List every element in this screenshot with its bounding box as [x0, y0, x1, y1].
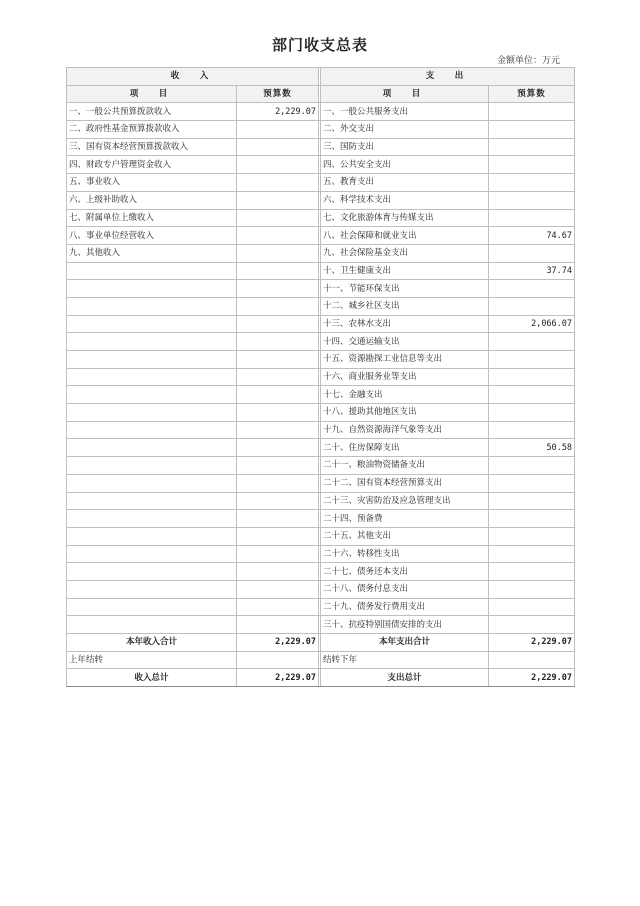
year-expense-value: 2,229.07	[489, 634, 575, 652]
income-amount-header: 预算数	[237, 85, 319, 103]
table-row	[67, 404, 575, 422]
income-item-cell	[67, 280, 237, 298]
expense-amount-cell	[489, 351, 575, 369]
income-header: 收 入	[67, 68, 319, 86]
expense-item-cell: 十七、金融支出	[321, 386, 489, 404]
income-amount-cell	[237, 492, 319, 510]
expense-amount-cell	[489, 191, 575, 209]
income-item-cell	[67, 404, 237, 422]
expense-item-cell: 二十、住房保障支出	[321, 439, 489, 457]
table-row	[67, 368, 575, 386]
carry-row	[67, 651, 575, 669]
table-row	[67, 138, 575, 156]
expense-item-cell: 三十、抗疫特别国债安排的支出	[321, 616, 489, 634]
expense-item-cell: 七、文化旅游体育与传媒支出	[321, 209, 489, 227]
income-item-cell	[67, 315, 237, 333]
table-row	[67, 527, 575, 545]
income-amount-cell	[237, 527, 319, 545]
column-header-row	[67, 85, 575, 103]
expense-amount-cell	[489, 368, 575, 386]
income-amount-cell	[237, 244, 319, 262]
expense-amount-cell	[489, 510, 575, 528]
expense-amount-cell	[489, 421, 575, 439]
expense-item-cell: 五、教育支出	[321, 174, 489, 192]
expense-total-label: 支出总计	[321, 669, 489, 687]
income-amount-cell	[237, 209, 319, 227]
income-item-cell: 九、其他收入	[67, 244, 237, 262]
table-row	[67, 262, 575, 280]
expense-item-cell: 十五、资源勘探工业信息等支出	[321, 351, 489, 369]
income-item-cell	[67, 527, 237, 545]
expense-item-cell: 六、科学技术支出	[321, 191, 489, 209]
year-income-value: 2,229.07	[237, 634, 319, 652]
expense-amount-cell: 2,066.07	[489, 315, 575, 333]
table-row	[67, 439, 575, 457]
year-income-label: 本年收入合计	[67, 634, 237, 652]
carry-out-label: 结转下年	[321, 651, 489, 669]
income-item-cell	[67, 457, 237, 475]
income-item-cell: 三、国有资本经营预算拨款收入	[67, 138, 237, 156]
expense-item-cell: 二十八、债务付息支出	[321, 580, 489, 598]
income-item-cell	[67, 616, 237, 634]
expense-item-cell: 八、社会保障和就业支出	[321, 227, 489, 245]
income-item-cell: 四、财政专户管理资金收入	[67, 156, 237, 174]
income-amount-cell	[237, 315, 319, 333]
income-item-cell	[67, 510, 237, 528]
income-amount-cell	[237, 333, 319, 351]
expense-amount-cell	[489, 333, 575, 351]
table-row	[67, 174, 575, 192]
table-row	[67, 457, 575, 475]
expense-total-value: 2,229.07	[489, 669, 575, 687]
expense-amount-cell: 50.58	[489, 439, 575, 457]
table-row	[67, 598, 575, 616]
expense-amount-cell	[489, 156, 575, 174]
income-total-value: 2,229.07	[237, 669, 319, 687]
grand-total-row	[67, 669, 575, 687]
expense-amount-cell	[489, 598, 575, 616]
income-amount-cell	[237, 616, 319, 634]
expense-item-cell: 十八、援助其他地区支出	[321, 404, 489, 422]
expense-item-cell: 二十九、债务发行费用支出	[321, 598, 489, 616]
expense-item-cell: 九、社会保险基金支出	[321, 244, 489, 262]
expense-amount-cell	[489, 138, 575, 156]
expense-item-cell: 十四、交通运输支出	[321, 333, 489, 351]
table-row	[67, 580, 575, 598]
income-amount-cell	[237, 545, 319, 563]
carry-in-label: 上年结转	[67, 651, 237, 669]
income-item-cell: 七、附属单位上缴收入	[67, 209, 237, 227]
carry-in-value	[237, 651, 319, 669]
expense-item-cell: 十一、节能环保支出	[321, 280, 489, 298]
expense-amount-cell	[489, 474, 575, 492]
income-amount-cell	[237, 563, 319, 581]
expense-item-cell: 二十七、债务还本支出	[321, 563, 489, 581]
expense-item-header: 项 目	[321, 85, 489, 103]
income-amount-cell	[237, 421, 319, 439]
table-row	[67, 333, 575, 351]
table-row	[67, 103, 575, 121]
expense-item-cell: 四、公共安全支出	[321, 156, 489, 174]
income-amount-cell: 2,229.07	[237, 103, 319, 121]
income-item-cell: 五、事业收入	[67, 174, 237, 192]
expense-amount-cell	[489, 103, 575, 121]
table-row	[67, 421, 575, 439]
expense-amount-cell	[489, 457, 575, 475]
expense-item-cell: 二、外交支出	[321, 121, 489, 139]
income-amount-cell	[237, 457, 319, 475]
income-amount-cell	[237, 368, 319, 386]
expense-amount-cell	[489, 580, 575, 598]
table-row	[67, 616, 575, 634]
expense-item-cell: 十、卫生健康支出	[321, 262, 489, 280]
page-title: 部门收支总表	[271, 36, 368, 54]
income-amount-cell	[237, 191, 319, 209]
expense-amount-cell	[489, 244, 575, 262]
unit-label: 金额单位：万元	[496, 56, 560, 66]
expense-amount-cell	[489, 386, 575, 404]
table-row	[67, 227, 575, 245]
expense-item-cell: 二十一、粮油物资储备支出	[321, 457, 489, 475]
income-item-cell	[67, 262, 237, 280]
income-item-cell	[67, 368, 237, 386]
income-item-cell	[67, 386, 237, 404]
income-amount-cell	[237, 474, 319, 492]
expense-item-cell: 二十四、预备费	[321, 510, 489, 528]
income-item-cell	[67, 598, 237, 616]
expense-item-cell: 十九、自然资源海洋气象等支出	[321, 421, 489, 439]
table-row	[67, 351, 575, 369]
income-amount-cell	[237, 598, 319, 616]
income-amount-cell	[237, 439, 319, 457]
income-amount-cell	[237, 297, 319, 315]
income-amount-cell	[237, 156, 319, 174]
expense-item-cell: 二十二、国有资本经营预算支出	[321, 474, 489, 492]
expense-amount-cell	[489, 280, 575, 298]
table-row	[67, 492, 575, 510]
table-row	[67, 386, 575, 404]
expense-item-cell: 三、国防支出	[321, 138, 489, 156]
income-item-cell: 一、一般公共预算拨款收入	[67, 103, 237, 121]
expense-amount-cell: 37.74	[489, 262, 575, 280]
income-item-cell	[67, 421, 237, 439]
income-item-cell: 六、上级补助收入	[67, 191, 237, 209]
year-total-row	[67, 634, 575, 652]
income-item-cell: 八、事业单位经营收入	[67, 227, 237, 245]
expense-amount-cell	[489, 121, 575, 139]
income-item-cell	[67, 297, 237, 315]
income-amount-cell	[237, 404, 319, 422]
expense-amount-header: 预算数	[489, 85, 575, 103]
expense-item-cell: 二十六、转移性支出	[321, 545, 489, 563]
expense-item-cell: 一、一般公共服务支出	[321, 103, 489, 121]
income-total-label: 收入总计	[67, 669, 237, 687]
expense-amount-cell	[489, 492, 575, 510]
expense-amount-cell	[489, 209, 575, 227]
income-amount-cell	[237, 121, 319, 139]
table-row	[67, 297, 575, 315]
income-amount-cell	[237, 351, 319, 369]
income-item-cell: 二、政府性基金预算拨款收入	[67, 121, 237, 139]
income-item-cell	[67, 545, 237, 563]
expense-item-cell: 二十五、其他支出	[321, 527, 489, 545]
table-row	[67, 510, 575, 528]
expense-amount-cell: 74.67	[489, 227, 575, 245]
income-item-cell	[67, 563, 237, 581]
table-row	[67, 121, 575, 139]
table-row	[67, 280, 575, 298]
expense-item-cell: 十三、农林水支出	[321, 315, 489, 333]
budget-table	[66, 67, 575, 687]
expense-item-cell: 二十三、灾害防治及应急管理支出	[321, 492, 489, 510]
table-row	[67, 156, 575, 174]
expense-item-cell: 十二、城乡社区支出	[321, 297, 489, 315]
income-amount-cell	[237, 580, 319, 598]
income-amount-cell	[237, 138, 319, 156]
income-item-cell	[67, 351, 237, 369]
table-row	[67, 545, 575, 563]
income-amount-cell	[237, 510, 319, 528]
income-item-cell	[67, 474, 237, 492]
income-item-cell	[67, 580, 237, 598]
income-amount-cell	[237, 262, 319, 280]
table-row	[67, 244, 575, 262]
expense-amount-cell	[489, 527, 575, 545]
expense-header: 支 出	[321, 68, 575, 86]
expense-amount-cell	[489, 563, 575, 581]
income-amount-cell	[237, 386, 319, 404]
section-header-row	[67, 68, 575, 86]
table-row	[67, 209, 575, 227]
expense-amount-cell	[489, 404, 575, 422]
income-item-cell	[67, 333, 237, 351]
income-amount-cell	[237, 174, 319, 192]
expense-amount-cell	[489, 297, 575, 315]
income-amount-cell	[237, 227, 319, 245]
expense-item-cell: 十六、商业服务业等支出	[321, 368, 489, 386]
expense-amount-cell	[489, 616, 575, 634]
income-item-cell	[67, 492, 237, 510]
income-amount-cell	[237, 280, 319, 298]
expense-amount-cell	[489, 174, 575, 192]
carry-out-value	[489, 651, 575, 669]
expense-amount-cell	[489, 545, 575, 563]
income-item-cell	[67, 439, 237, 457]
table-row	[67, 191, 575, 209]
table-row	[67, 474, 575, 492]
table-row	[67, 563, 575, 581]
income-item-header: 项 目	[67, 85, 237, 103]
year-expense-label: 本年支出合计	[321, 634, 489, 652]
table-row	[67, 315, 575, 333]
